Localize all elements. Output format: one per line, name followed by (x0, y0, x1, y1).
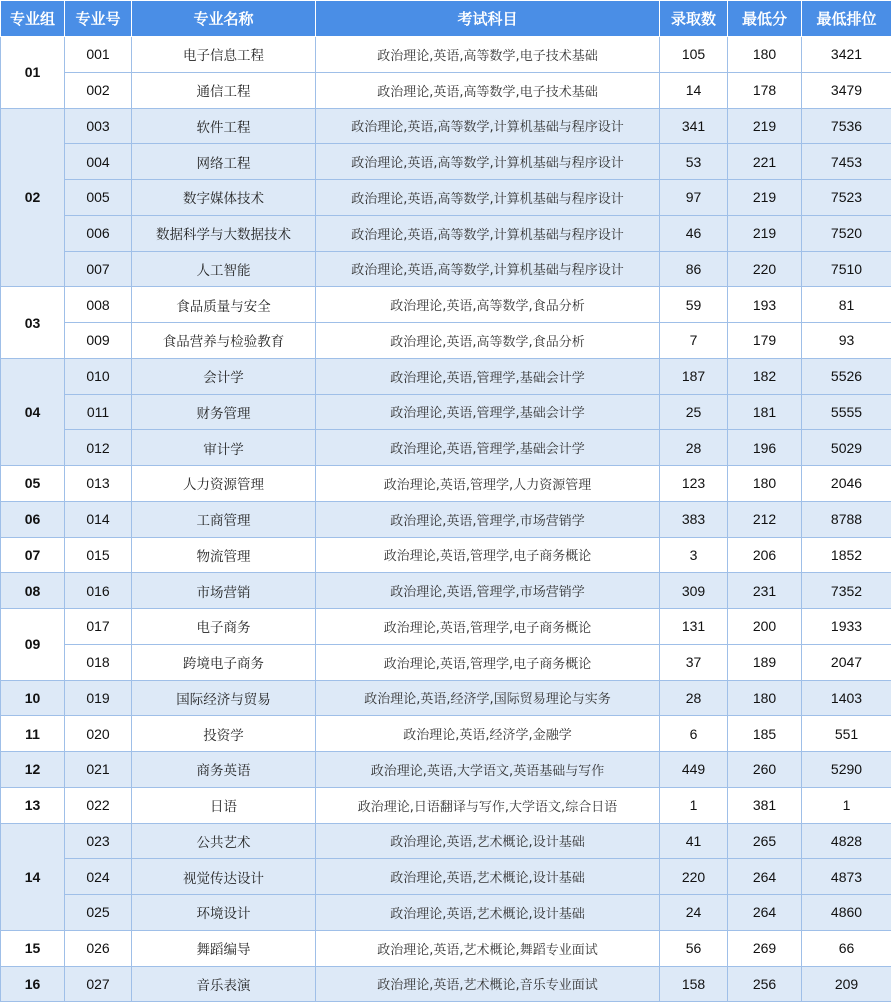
min-rank-cell: 1 (802, 787, 891, 823)
group-id-cell: 15 (1, 930, 65, 966)
min-score-cell: 221 (728, 144, 802, 180)
admitted-count-cell: 53 (660, 144, 728, 180)
exam-subjects-cell: 政治理论,英语,管理学,电子商务概论 (316, 537, 660, 573)
admitted-count-cell: 105 (660, 37, 728, 73)
min-rank-cell: 5290 (802, 752, 891, 788)
min-score-cell: 180 (728, 37, 802, 73)
major-name-cell: 电子信息工程 (132, 37, 316, 73)
header-min-rank: 最低排位 (802, 1, 891, 37)
min-rank-cell: 2047 (802, 644, 891, 680)
table-row (1, 787, 891, 823)
exam-subjects-cell: 政治理论,英语,高等数学,计算机基础与程序设计 (316, 215, 660, 251)
min-score-cell: 260 (728, 752, 802, 788)
major-name-cell: 市场营销 (132, 573, 316, 609)
table-row (1, 466, 891, 502)
table-row (1, 573, 891, 609)
admitted-count-cell: 158 (660, 966, 728, 1002)
exam-subjects-cell: 政治理论,英语,管理学,电子商务概论 (316, 609, 660, 645)
min-rank-cell: 1852 (802, 537, 891, 573)
major-name-cell: 环境设计 (132, 895, 316, 931)
header-exam-subjects: 考试科目 (316, 1, 660, 37)
min-rank-cell: 5029 (802, 430, 891, 466)
min-score-cell: 200 (728, 609, 802, 645)
table-row (1, 287, 891, 323)
table-row (1, 394, 891, 430)
major-code-cell: 018 (65, 644, 132, 680)
table-row (1, 430, 891, 466)
major-code-cell: 014 (65, 501, 132, 537)
group-id-cell: 08 (1, 573, 65, 609)
min-rank-cell: 5526 (802, 358, 891, 394)
min-rank-cell: 1403 (802, 680, 891, 716)
min-score-cell: 231 (728, 573, 802, 609)
major-code-cell: 008 (65, 287, 132, 323)
exam-subjects-cell: 政治理论,英语,经济学,金融学 (316, 716, 660, 752)
admitted-count-cell: 37 (660, 644, 728, 680)
exam-subjects-cell: 政治理论,英语,管理学,基础会计学 (316, 394, 660, 430)
major-name-cell: 视觉传达设计 (132, 859, 316, 895)
table-row (1, 358, 891, 394)
min-score-cell: 264 (728, 895, 802, 931)
table-row (1, 501, 891, 537)
admitted-count-cell: 341 (660, 108, 728, 144)
table-body (1, 37, 891, 1002)
min-rank-cell: 81 (802, 287, 891, 323)
admitted-count-cell: 1 (660, 787, 728, 823)
major-name-cell: 人工智能 (132, 251, 316, 287)
min-rank-cell: 7352 (802, 573, 891, 609)
group-id-cell: 06 (1, 501, 65, 537)
exam-subjects-cell: 政治理论,英语,管理学,电子商务概论 (316, 644, 660, 680)
group-id-cell: 04 (1, 358, 65, 465)
table-row (1, 895, 891, 931)
min-rank-cell: 66 (802, 930, 891, 966)
major-code-cell: 009 (65, 323, 132, 359)
min-rank-cell: 1933 (802, 609, 891, 645)
header-row (1, 1, 891, 37)
exam-subjects-cell: 政治理论,英语,艺术概论,设计基础 (316, 859, 660, 895)
major-code-cell: 019 (65, 680, 132, 716)
exam-subjects-cell: 政治理论,英语,高等数学,计算机基础与程序设计 (316, 108, 660, 144)
major-name-cell: 软件工程 (132, 108, 316, 144)
min-rank-cell: 7520 (802, 215, 891, 251)
exam-subjects-cell: 政治理论,英语,艺术概论,设计基础 (316, 895, 660, 931)
major-code-cell: 013 (65, 466, 132, 502)
table-row (1, 72, 891, 108)
table-row (1, 716, 891, 752)
exam-subjects-cell: 政治理论,英语,艺术概论,音乐专业面试 (316, 966, 660, 1002)
group-id-cell: 03 (1, 287, 65, 359)
admitted-count-cell: 220 (660, 859, 728, 895)
major-name-cell: 网络工程 (132, 144, 316, 180)
admitted-count-cell: 14 (660, 72, 728, 108)
major-name-cell: 通信工程 (132, 72, 316, 108)
major-name-cell: 国际经济与贸易 (132, 680, 316, 716)
table-row (1, 859, 891, 895)
min-score-cell: 178 (728, 72, 802, 108)
min-score-cell: 193 (728, 287, 802, 323)
group-id-cell: 07 (1, 537, 65, 573)
major-code-cell: 007 (65, 251, 132, 287)
exam-subjects-cell: 政治理论,英语,经济学,国际贸易理论与实务 (316, 680, 660, 716)
table-row (1, 180, 891, 216)
exam-subjects-cell: 政治理论,英语,管理学,人力资源管理 (316, 466, 660, 502)
header-admitted: 录取数 (660, 1, 728, 37)
major-code-cell: 026 (65, 930, 132, 966)
major-name-cell: 物流管理 (132, 537, 316, 573)
table-row (1, 644, 891, 680)
major-name-cell: 跨境电子商务 (132, 644, 316, 680)
major-code-cell: 011 (65, 394, 132, 430)
min-score-cell: 269 (728, 930, 802, 966)
min-rank-cell: 551 (802, 716, 891, 752)
major-name-cell: 工商管理 (132, 501, 316, 537)
exam-subjects-cell: 政治理论,英语,高等数学,电子技术基础 (316, 72, 660, 108)
table-row (1, 966, 891, 1002)
min-score-cell: 220 (728, 251, 802, 287)
exam-subjects-cell: 政治理论,日语翻译与写作,大学语文,综合日语 (316, 787, 660, 823)
admitted-count-cell: 28 (660, 680, 728, 716)
exam-subjects-cell: 政治理论,英语,管理学,基础会计学 (316, 358, 660, 394)
exam-subjects-cell: 政治理论,英语,管理学,市场营销学 (316, 573, 660, 609)
major-code-cell: 025 (65, 895, 132, 931)
major-name-cell: 公共艺术 (132, 823, 316, 859)
major-code-cell: 001 (65, 37, 132, 73)
table-row (1, 37, 891, 73)
table-row (1, 251, 891, 287)
major-code-cell: 010 (65, 358, 132, 394)
admitted-count-cell: 383 (660, 501, 728, 537)
exam-subjects-cell: 政治理论,英语,高等数学,食品分析 (316, 287, 660, 323)
admitted-count-cell: 56 (660, 930, 728, 966)
major-name-cell: 会计学 (132, 358, 316, 394)
min-rank-cell: 8788 (802, 501, 891, 537)
major-name-cell: 商务英语 (132, 752, 316, 788)
min-score-cell: 182 (728, 358, 802, 394)
min-rank-cell: 7510 (802, 251, 891, 287)
exam-subjects-cell: 政治理论,英语,艺术概论,设计基础 (316, 823, 660, 859)
major-name-cell: 数字媒体技术 (132, 180, 316, 216)
min-rank-cell: 7453 (802, 144, 891, 180)
major-code-cell: 015 (65, 537, 132, 573)
major-name-cell: 电子商务 (132, 609, 316, 645)
min-score-cell: 206 (728, 537, 802, 573)
min-score-cell: 189 (728, 644, 802, 680)
group-id-cell: 13 (1, 787, 65, 823)
major-name-cell: 数据科学与大数据技术 (132, 215, 316, 251)
group-id-cell: 10 (1, 680, 65, 716)
table-row (1, 108, 891, 144)
major-code-cell: 002 (65, 72, 132, 108)
header-major-code: 专业号 (65, 1, 132, 37)
table-row (1, 680, 891, 716)
major-code-cell: 023 (65, 823, 132, 859)
exam-subjects-cell: 政治理论,英语,大学语文,英语基础与写作 (316, 752, 660, 788)
major-name-cell: 财务管理 (132, 394, 316, 430)
min-rank-cell: 7536 (802, 108, 891, 144)
major-code-cell: 016 (65, 573, 132, 609)
major-name-cell: 人力资源管理 (132, 466, 316, 502)
table-row (1, 930, 891, 966)
min-score-cell: 180 (728, 466, 802, 502)
major-code-cell: 027 (65, 966, 132, 1002)
major-code-cell: 003 (65, 108, 132, 144)
admitted-count-cell: 449 (660, 752, 728, 788)
major-code-cell: 024 (65, 859, 132, 895)
admitted-count-cell: 131 (660, 609, 728, 645)
table-row (1, 609, 891, 645)
major-code-cell: 004 (65, 144, 132, 180)
table-row (1, 823, 891, 859)
exam-subjects-cell: 政治理论,英语,高等数学,电子技术基础 (316, 37, 660, 73)
table-row (1, 144, 891, 180)
min-rank-cell: 5555 (802, 394, 891, 430)
group-id-cell: 11 (1, 716, 65, 752)
group-id-cell: 16 (1, 966, 65, 1002)
admitted-count-cell: 41 (660, 823, 728, 859)
exam-subjects-cell: 政治理论,英语,艺术概论,舞蹈专业面试 (316, 930, 660, 966)
major-name-cell: 食品营养与检验教育 (132, 323, 316, 359)
min-rank-cell: 93 (802, 323, 891, 359)
major-code-cell: 005 (65, 180, 132, 216)
major-name-cell: 舞蹈编导 (132, 930, 316, 966)
admitted-count-cell: 86 (660, 251, 728, 287)
group-id-cell: 14 (1, 823, 65, 930)
min-score-cell: 181 (728, 394, 802, 430)
major-code-cell: 006 (65, 215, 132, 251)
table-row (1, 215, 891, 251)
min-score-cell: 219 (728, 108, 802, 144)
min-rank-cell: 7523 (802, 180, 891, 216)
min-score-cell: 212 (728, 501, 802, 537)
group-id-cell: 01 (1, 37, 65, 109)
min-score-cell: 179 (728, 323, 802, 359)
admitted-count-cell: 187 (660, 358, 728, 394)
min-score-cell: 381 (728, 787, 802, 823)
major-name-cell: 食品质量与安全 (132, 287, 316, 323)
exam-subjects-cell: 政治理论,英语,高等数学,食品分析 (316, 323, 660, 359)
major-code-cell: 021 (65, 752, 132, 788)
admitted-count-cell: 123 (660, 466, 728, 502)
group-id-cell: 02 (1, 108, 65, 287)
table-row (1, 537, 891, 573)
min-score-cell: 180 (728, 680, 802, 716)
min-rank-cell: 4828 (802, 823, 891, 859)
major-name-cell: 日语 (132, 787, 316, 823)
exam-subjects-cell: 政治理论,英语,高等数学,计算机基础与程序设计 (316, 144, 660, 180)
group-id-cell: 09 (1, 609, 65, 681)
min-score-cell: 264 (728, 859, 802, 895)
min-rank-cell: 4860 (802, 895, 891, 931)
min-rank-cell: 4873 (802, 859, 891, 895)
min-rank-cell: 209 (802, 966, 891, 1002)
exam-subjects-cell: 政治理论,英语,高等数学,计算机基础与程序设计 (316, 180, 660, 216)
min-score-cell: 256 (728, 966, 802, 1002)
group-id-cell: 05 (1, 466, 65, 502)
admitted-count-cell: 97 (660, 180, 728, 216)
major-code-cell: 012 (65, 430, 132, 466)
min-score-cell: 265 (728, 823, 802, 859)
exam-subjects-cell: 政治理论,英语,管理学,市场营销学 (316, 501, 660, 537)
table-row (1, 323, 891, 359)
admitted-count-cell: 7 (660, 323, 728, 359)
admitted-count-cell: 309 (660, 573, 728, 609)
admitted-count-cell: 3 (660, 537, 728, 573)
min-score-cell: 185 (728, 716, 802, 752)
admitted-count-cell: 59 (660, 287, 728, 323)
min-rank-cell: 3421 (802, 37, 891, 73)
admitted-count-cell: 28 (660, 430, 728, 466)
admitted-count-cell: 6 (660, 716, 728, 752)
header-min-score: 最低分 (728, 1, 802, 37)
admitted-count-cell: 24 (660, 895, 728, 931)
major-name-cell: 审计学 (132, 430, 316, 466)
major-code-cell: 020 (65, 716, 132, 752)
major-code-cell: 017 (65, 609, 132, 645)
group-id-cell: 12 (1, 752, 65, 788)
exam-subjects-cell: 政治理论,英语,管理学,基础会计学 (316, 430, 660, 466)
header-group: 专业组 (1, 1, 65, 37)
min-score-cell: 219 (728, 180, 802, 216)
admitted-count-cell: 46 (660, 215, 728, 251)
major-name-cell: 投资学 (132, 716, 316, 752)
min-score-cell: 219 (728, 215, 802, 251)
exam-subjects-cell: 政治理论,英语,高等数学,计算机基础与程序设计 (316, 251, 660, 287)
table-row (1, 752, 891, 788)
min-rank-cell: 2046 (802, 466, 891, 502)
header-major-name: 专业名称 (132, 1, 316, 37)
admitted-count-cell: 25 (660, 394, 728, 430)
major-code-cell: 022 (65, 787, 132, 823)
major-name-cell: 音乐表演 (132, 966, 316, 1002)
min-rank-cell: 3479 (802, 72, 891, 108)
min-score-cell: 196 (728, 430, 802, 466)
